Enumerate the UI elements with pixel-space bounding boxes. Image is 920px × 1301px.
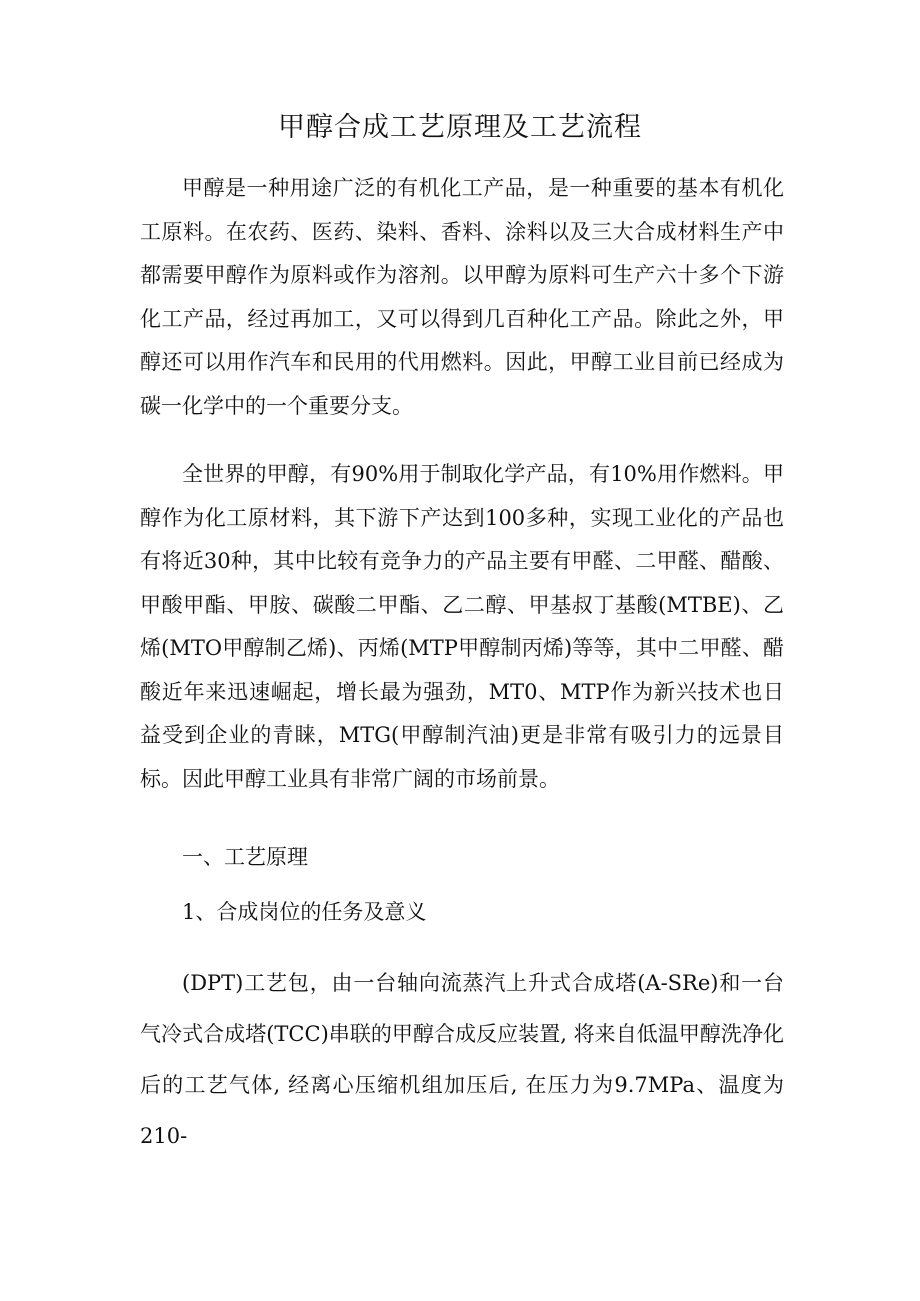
- paragraph-process: (DPT)工艺包，由一台轴向流蒸汽上升式合成塔(A-SRe)和一台气冷式合成塔(TCC)串联的甲醇合成反应装置, 将来自低温甲醇洗净化后的工艺气体, 经离心压缩机组加压后, 在压力为9.7MPa、温度为210-: [140, 971, 784, 1148]
- paragraph-intro: 甲醇是一种用途广泛的有机化工产品，是一种重要的基本有机化工原料。在农药、医药、染料、香料、涂料以及三大合成材料生产中都需要甲醇作为原料或作为溶剂。以甲醇为原料可生产六十多个下游化工产品，经过再加工，又可以得到几百种化工产品。除此之外，甲醇还可以用作汽车和民用的代用燃料。因此，甲醇工业目前已经成为碳一化学中的一个重要分支。: [140, 176, 784, 418]
- document-title: 甲醇合成工艺原理及工艺流程: [278, 112, 642, 143]
- subsection-heading: 1、合成岗位的任务及意义: [182, 900, 427, 924]
- section-heading: 一、工艺原理: [182, 845, 308, 869]
- paragraph-usage: 全世界的甲醇，有90%用于制取化学产品，有10%用作燃料。甲醇作为化工原材料，其下游下产达到100多种，实现工业化的产品也有将近30种，其中比较有竞争力的产品主要有甲醛、二甲醛、醋酸、甲酸甲酯、甲胺、碳酸二甲酯、乙二醇、甲基叔丁基酸(MTBE)、乙烯(MTO甲醇制乙烯)、丙烯(MTP甲醇制丙烯)等等，其中二甲醛、醋酸近年来迅速崛起，增长最为强劲，MT0、MTP作为新兴技术也日益受到企业的青睐，MTG(甲醇制汽油)更是非常有吸引力的远景目标。因此甲醇工业具有非常广阔的市场前景。: [140, 462, 784, 791]
